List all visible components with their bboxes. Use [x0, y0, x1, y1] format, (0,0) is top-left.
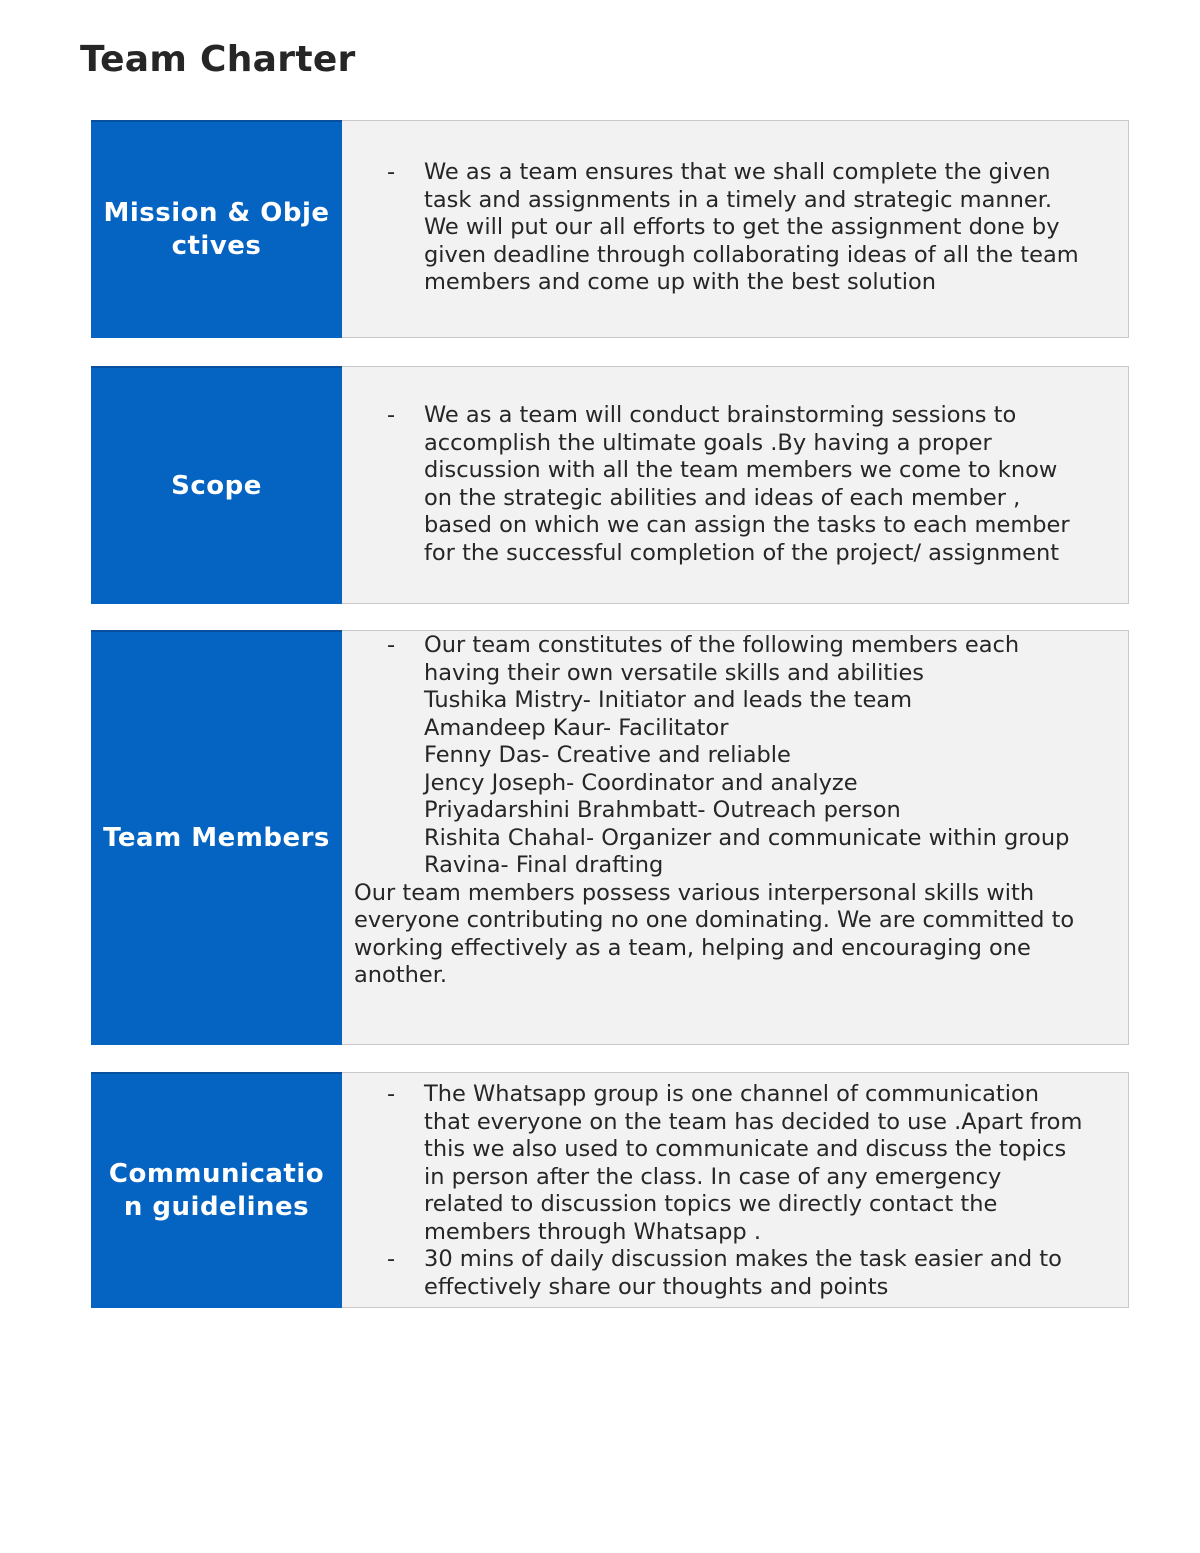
communication-bullet-list	[342, 1081, 1128, 1301]
text-line: on the strategic abilities and ideas of each member ,	[424, 484, 1021, 511]
text-line: members and come up with the best solution	[424, 269, 937, 295]
bullet-dash: -	[387, 1246, 396, 1272]
page-title: Team Charter	[80, 39, 356, 80]
text-line: The Whatsapp group is one channel of communication	[424, 1081, 1040, 1107]
member-line: Priyadarshini Brahmbatt- Outreach person	[424, 797, 901, 823]
text-line: everyone contributing no one dominating. We are committed to	[354, 907, 1075, 933]
team-members-section	[91, 630, 1129, 1045]
communication-label	[91, 1072, 342, 1308]
team-members-paragraph	[342, 880, 1128, 990]
text-line: task and assignments in a timely and strategic manner.	[424, 186, 1053, 213]
bullet-dash: -	[387, 632, 396, 658]
mission-label	[91, 120, 342, 338]
scope-section	[91, 366, 1129, 604]
communication-body	[342, 1072, 1129, 1308]
text-line: We as a team will conduct brainstorming sessions to	[424, 402, 1017, 428]
communication-section	[91, 1072, 1129, 1308]
text-line: members through Whatsapp .	[424, 1218, 761, 1245]
member-line: Jency Joseph- Coordinator and analyze	[424, 769, 858, 796]
team-members-bullet-list	[342, 632, 1128, 880]
scope-bullet-list	[342, 402, 1128, 567]
text-line: Our team constitutes of the following members each	[424, 632, 1020, 658]
bullet-dash: -	[387, 402, 396, 428]
text-line: this we also used to communicate and discuss the topics	[424, 1136, 1067, 1162]
member-line: Tushika Mistry- Initiator and leads the team	[424, 687, 913, 713]
communication-label-text: Communication guidelines	[108, 1159, 325, 1222]
text-line: We as a team ensures that we shall complete the given	[424, 159, 1051, 185]
text-line: 30 mins of daily discussion makes the task easier and to	[424, 1246, 1062, 1272]
scope-label-text: Scope	[171, 470, 262, 501]
mission-label-text: Mission & Objectives	[103, 198, 330, 261]
scope-body	[342, 366, 1129, 604]
mission-bullet-list	[342, 159, 1128, 297]
team-members-body	[342, 630, 1129, 1045]
text-line: Our team members possess various interpersonal skills with	[354, 879, 1035, 906]
text-line: in person after the class. In case of any emergency	[424, 1163, 1002, 1190]
text-line: having their own versatile skills and abilities	[424, 659, 925, 686]
text-line: related to discussion topics we directly contact the	[424, 1191, 998, 1217]
text-line: that everyone on the team has decided to use .Apart from	[424, 1108, 1083, 1135]
text-line: discussion with all the team members we come to know	[424, 457, 1058, 483]
text-line: for the successful completion of the project/ assignment	[424, 539, 1060, 566]
bullet-dash: -	[387, 1081, 396, 1107]
communication-bullet-item	[342, 1081, 1128, 1246]
text-line: working effectively as a team, helping and encouraging one	[354, 934, 1031, 961]
team-members-label-text: Team Members	[103, 823, 330, 853]
member-line: Ravina- Final drafting	[424, 852, 664, 878]
scope-bullet-item	[342, 402, 1128, 567]
team-members-bullet-item	[342, 632, 1128, 880]
member-line: Fenny Das- Creative and reliable	[424, 742, 791, 768]
member-line: Rishita Chahal- Organizer and communicate within group	[424, 824, 1070, 851]
mission-bullet-item	[342, 159, 1128, 297]
text-line: We will put our all efforts to get the assignment done by	[424, 214, 1060, 240]
scope-label	[91, 366, 342, 604]
text-line: based on which we can assign the tasks to each member	[424, 512, 1070, 538]
member-line: Amandeep Kaur- Facilitator	[424, 714, 729, 741]
mission-body	[342, 120, 1129, 338]
team-members-label	[91, 630, 342, 1045]
bullet-dash: -	[387, 159, 396, 185]
text-line: another.	[354, 962, 448, 988]
text-line: effectively share our thoughts and points	[424, 1273, 889, 1300]
communication-bullet-item	[342, 1246, 1128, 1301]
text-line: accomplish the ultimate goals .By having a proper	[424, 429, 992, 456]
text-line: given deadline through collaborating ideas of all the team	[424, 241, 1079, 268]
mission-section	[91, 120, 1129, 338]
